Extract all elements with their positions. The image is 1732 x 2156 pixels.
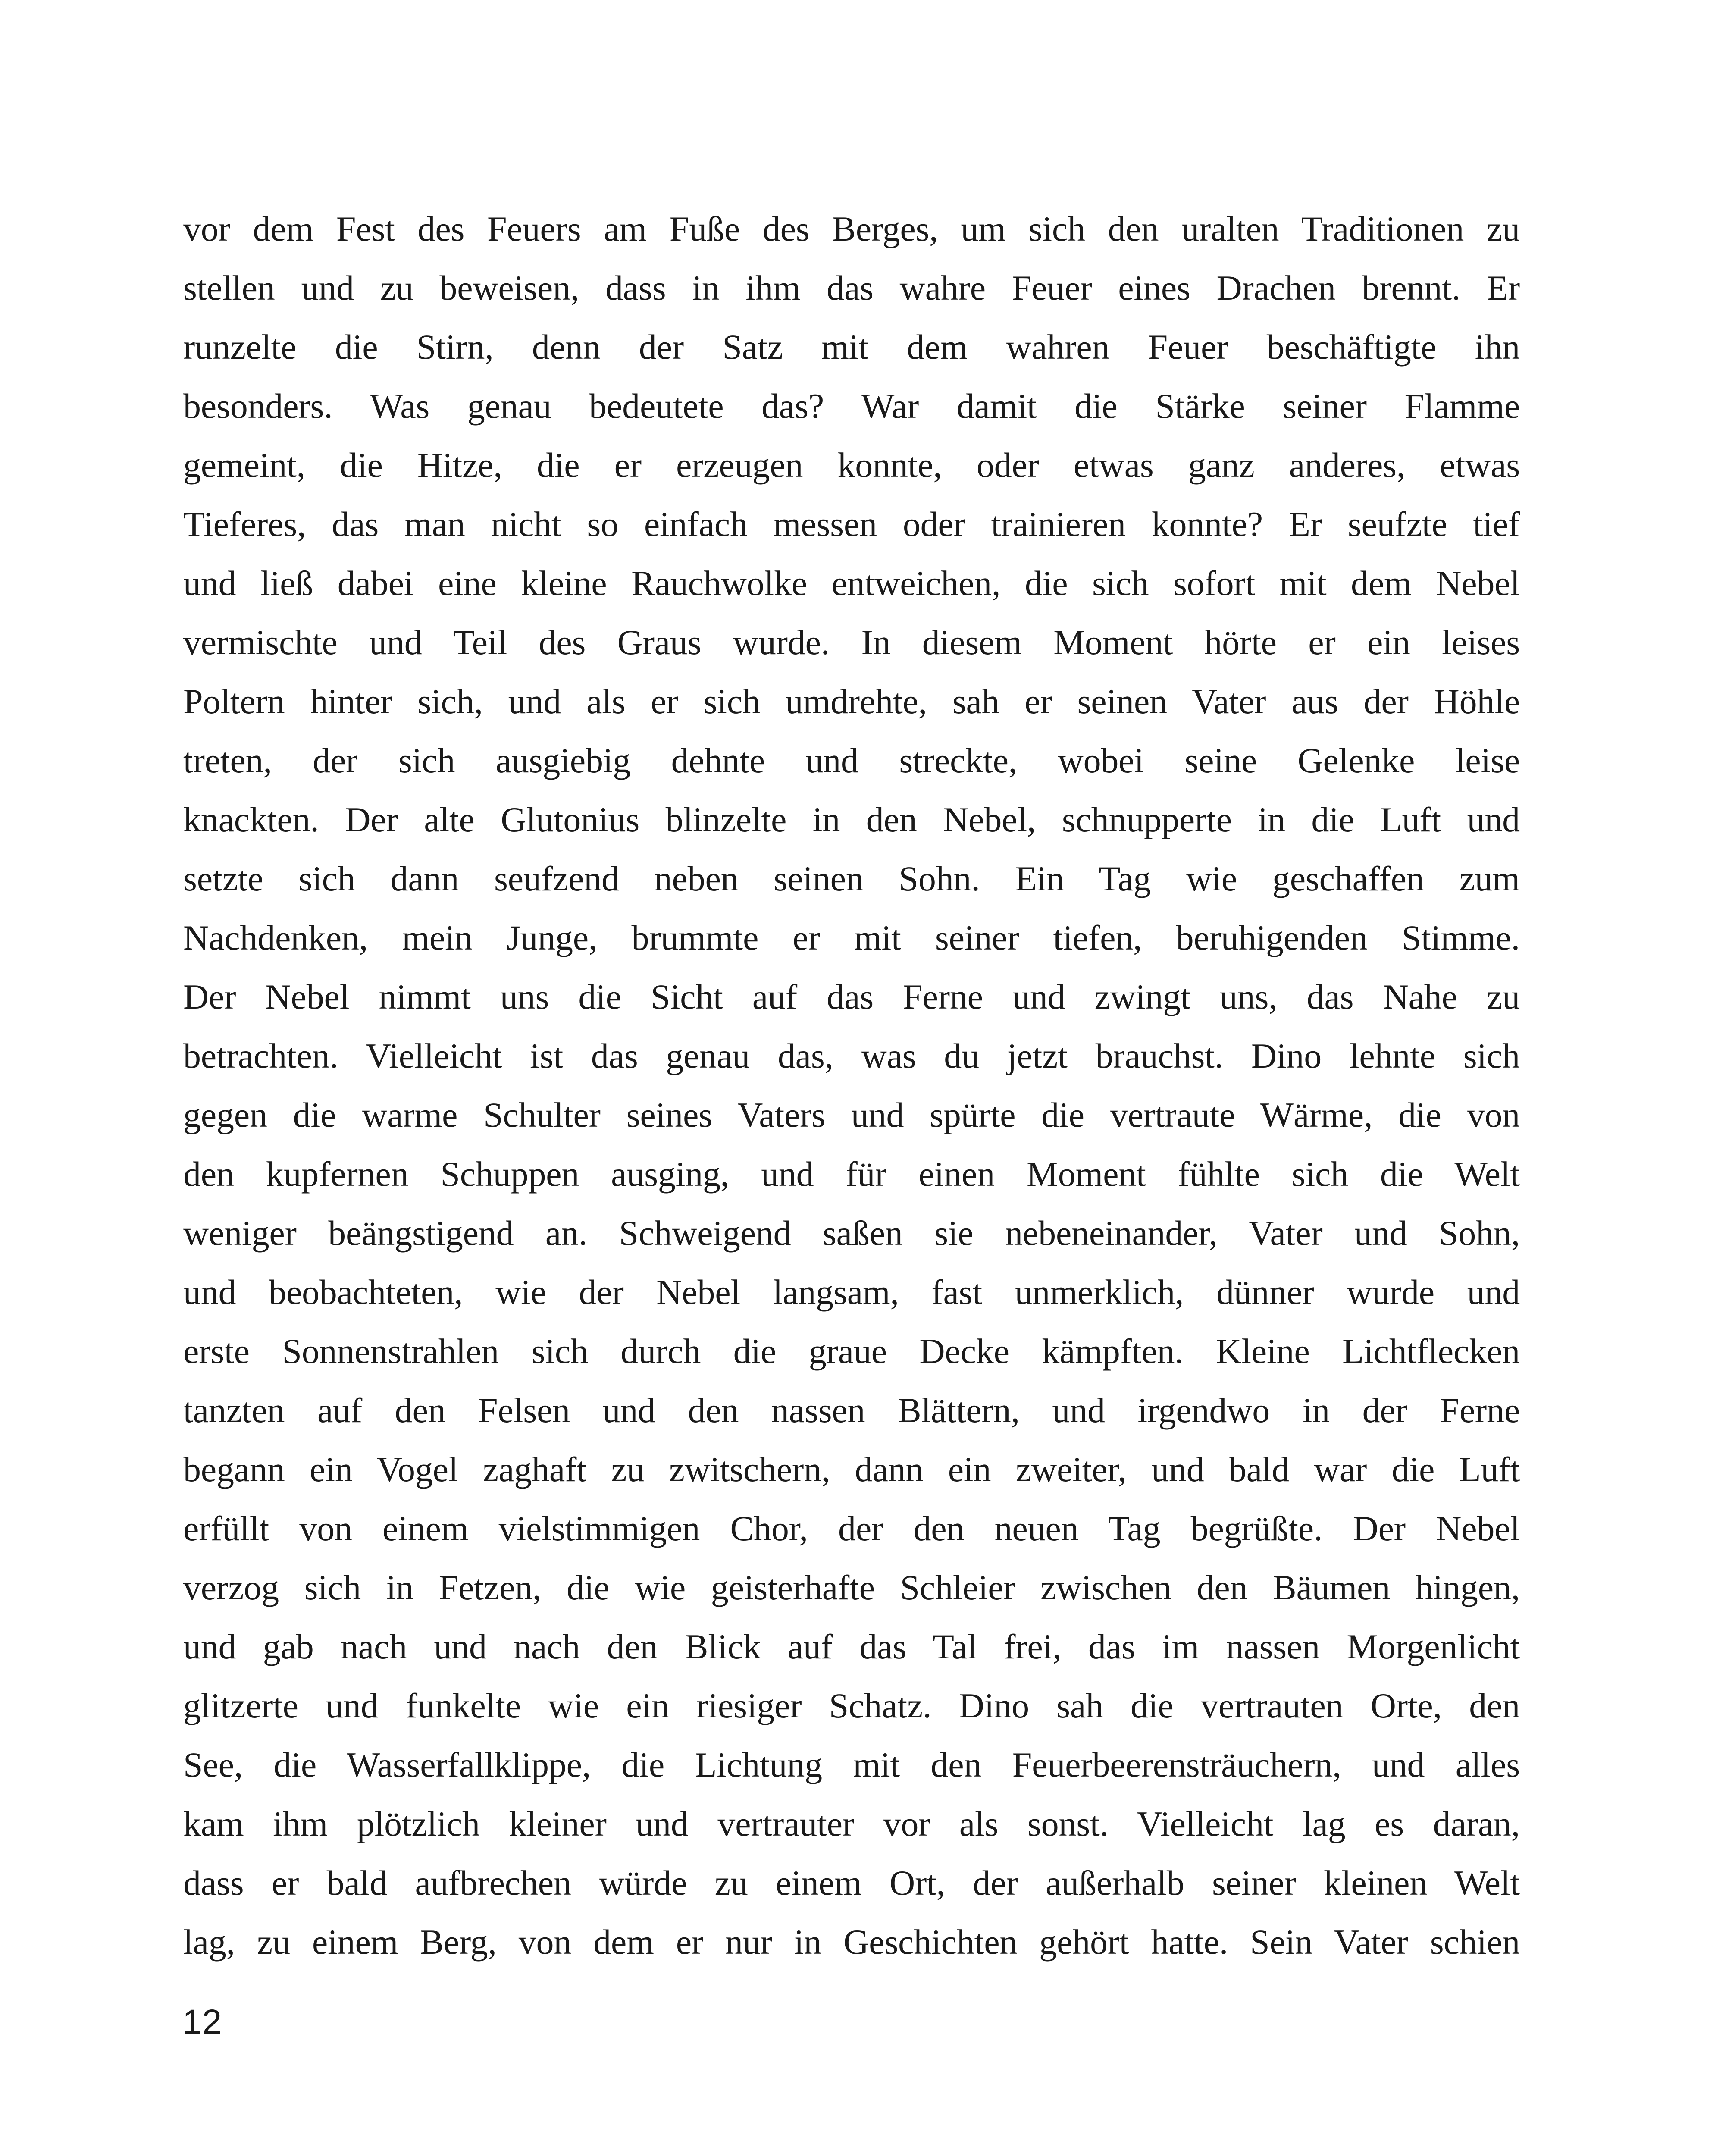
text-line: Der Nebel nimmt uns die Sicht auf das Ferne und zwingt uns, das Nahe zu (183, 977, 1520, 1016)
text-line: glitzerte und funkelte wie ein riesiger Schatz. Dino sah die vertrauten Orte, den (183, 1686, 1520, 1725)
text-line: und gab nach und nach den Blick auf das Tal frei, das im nassen Morgenlicht (183, 1627, 1520, 1666)
text-line: Poltern hinter sich, und als er sich umdrehte, sah er seinen Vater aus der Höhle (183, 682, 1520, 721)
text-line: den kupfernen Schuppen ausging, und für einen Moment fühlte sich die Welt (183, 1154, 1520, 1194)
text-line: begann ein Vogel zaghaft zu zwitschern, dann ein zweiter, und bald war die Luft (183, 1450, 1520, 1489)
text-line: und beobachteten, wie der Nebel langsam, fast unmerklich, dünner wurde und (183, 1272, 1520, 1312)
text-line: kam ihm plötzlich kleiner und vertrauter vor als sonst. Vielleicht lag es daran, (183, 1804, 1520, 1843)
text-line: lag, zu einem Berg, von dem er nur in Geschichten gehört hatte. Sein Vater schien (183, 1922, 1520, 1962)
text-line: dass er bald aufbrechen würde zu einem Ort, der außerhalb seiner kleinen Welt (183, 1863, 1520, 1902)
text-line: vermischte und Teil des Graus wurde. In diesem Moment hörte er ein leises (183, 623, 1520, 662)
text-line: setzte sich dann seufzend neben seinen Sohn. Ein Tag wie geschaffen zum (183, 859, 1520, 898)
text-line: gemeint, die Hitze, die er erzeugen konnte, oder etwas ganz anderes, etwas (183, 445, 1520, 485)
text-line: See, die Wasserfallklippe, die Lichtung mit den Feuerbeerensträuchern, und alles (183, 1745, 1520, 1784)
text-line: Nachdenken, mein Junge, brummte er mit seiner tiefen, beruhigenden Stimme. (183, 918, 1520, 957)
text-line: tanzten auf den Felsen und den nassen Blättern, und irgendwo in der Ferne (183, 1391, 1520, 1430)
text-line: Tieferes, das man nicht so einfach messen oder trainieren konnte? Er seufzte tief (183, 505, 1520, 544)
text-line: gegen die warme Schulter seines Vaters und spürte die vertraute Wärme, die von (183, 1095, 1520, 1134)
body-text (183, 199, 1520, 1971)
text-line: runzelte die Stirn, denn der Satz mit dem wahren Feuer beschäftigte ihn (183, 327, 1520, 367)
text-line: erfüllt von einem vielstimmigen Chor, der den neuen Tag begrüßte. Der Nebel (183, 1509, 1520, 1548)
text-line: und ließ dabei eine kleine Rauchwolke entweichen, die sich sofort mit dem Nebel (183, 564, 1520, 603)
text-line: stellen und zu beweisen, dass in ihm das wahre Feuer eines Drachen brennt. Er (183, 268, 1520, 307)
page-number: 12 (182, 2002, 222, 2042)
text-line: besonders. Was genau bedeutete das? War damit die Stärke seiner Flamme (183, 386, 1520, 426)
text-line: betrachten. Vielleicht ist das genau das, was du jetzt brauchst. Dino lehnte sich (183, 1036, 1520, 1075)
text-line: knackten. Der alte Glutonius blinzelte in den Nebel, schnupperte in die Luft und (183, 800, 1520, 839)
text-line: erste Sonnenstrahlen sich durch die graue Decke kämpften. Kleine Lichtflecken (183, 1332, 1520, 1371)
text-line: verzog sich in Fetzen, die wie geisterhafte Schleier zwischen den Bäumen hingen, (183, 1568, 1520, 1607)
text-line: treten, der sich ausgiebig dehnte und streckte, wobei seine Gelenke leise (183, 741, 1520, 780)
text-line: vor dem Fest des Feuers am Fuße des Berges, um sich den uralten Traditionen zu (183, 209, 1520, 248)
text-line: weniger beängstigend an. Schweigend saßen sie nebeneinander, Vater und Sohn, (183, 1213, 1520, 1253)
